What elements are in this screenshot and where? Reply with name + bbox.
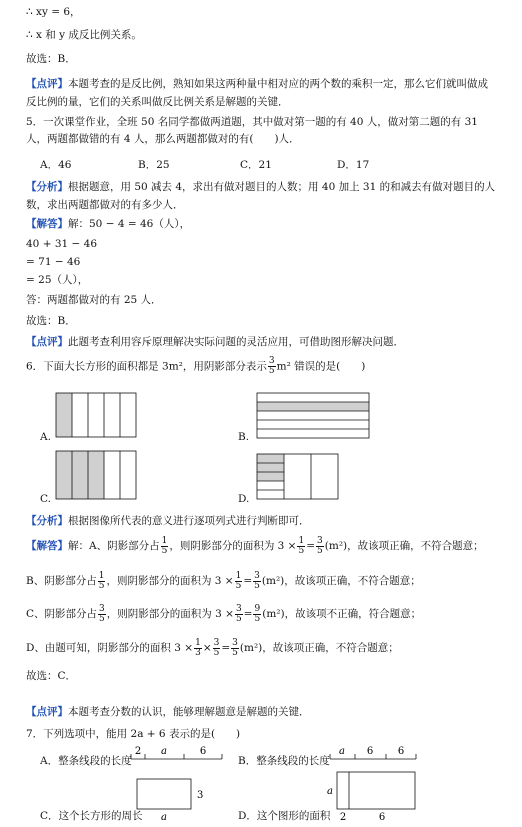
q5-comment [26,336,404,349]
q5-step-4: = 25（人）， [26,274,89,286]
sol-c-text-2: ，则阴影部分的面积为 3 × [106,608,234,620]
comment-text: 此题考查利用容斥原理解决实际问题的灵活应用，可借助图形解决问题． [68,336,404,348]
sol-a-text-2: ，则阴影部分的面积为 3 × [169,540,297,552]
fraction: $\frac{9}{5}$ [254,603,261,624]
sol-c-text-3: (m²)，故该项不正确，符合题意； [262,608,422,620]
seg-a-label-3: 6 [199,746,207,757]
comment-tag: 【点评】 [26,336,68,348]
q6-solution-b: B、阴影部分占 $\frac{1}{5}$ ，则阴影部分的面积为 3 × $\frac{1}{5}$ = $\frac{3}{5}$ (m²)，故该项正确，不符合题意； [26,570,421,591]
solution-tag: 【解答】 [26,540,68,552]
q6-solution-a: 【解答】解：A、阴影部分占 $\frac{1}{5}$ ，则阴影部分的面积为 3 × $\frac{1}{5}$ = $\frac{3}{5}$ (m²)，故该项正确，不符合题意； [26,535,484,556]
line-xy: ∴ xy = 6， [26,6,81,18]
comment-block [26,75,498,111]
figure-d [257,454,338,499]
sol-a-text-3: (m²)，故该项正确，不符合题意； [324,540,484,552]
q5-option-c: C．21 [240,159,272,171]
figure-c-label: C. [40,493,51,505]
q6-stem [26,357,365,376]
q6-solution-d: D、由题可知，阴影部分的面积 3 × $\frac{1}{3}$ × $\frac{3}{5}$ = $\frac{3}{5}$ (m²)，故该项正确，不符合题意； [26,637,399,658]
fraction: $\frac{3}{5}$ [213,637,220,658]
segment-a [131,746,222,759]
q6-stem-a: 6．下面大长方形的面积都是 3m²，用阴影部分表示 [26,360,267,373]
q5-choose: 故选：B． [26,315,76,327]
q5-analysis [26,178,498,214]
sol-a-text-1: 解：A、阴影部分占 [68,540,160,552]
q5-solution [26,218,190,231]
fraction-numerator: 3 [268,356,275,366]
q7-option-d: D．这个图形的面积 [238,810,331,822]
rect-d-side: a [327,786,333,797]
q5-option-d: D．17 [337,159,370,171]
figure-d-label: D. [238,493,250,505]
figure-a-label: A. [40,431,51,443]
fraction: $\frac{3}{5}$ [317,535,323,556]
comment-tag: 【点评】 [26,78,68,90]
seg-b-label-2: 6 [366,746,374,757]
figure-c [56,451,136,499]
segment-b [330,746,416,759]
figure-b [257,393,369,438]
analysis-tag: 【分析】 [26,181,68,193]
q5-answer: 答：两题都做对的有 25 人． [26,294,162,306]
seg-a-label-1: 2 [134,746,142,757]
sol-d-text-1: D、由题可知，阴影部分的面积 3 × [26,642,194,654]
q7-option-a: A．整条线段的长度 [40,755,132,767]
seg-b-label-3: 6 [397,746,405,757]
q6-answer: 故选：C． [26,670,77,682]
fraction-denominator: 5 [268,366,275,376]
q7-stem: 7．下列选项中，能用 2a + 6 表示的是( ) [26,728,241,740]
solution-tag: 【解答】 [26,218,68,230]
rect-c-bottom: a [161,812,167,823]
q6-stem-b: m² 错误的是( ) [276,360,366,373]
figure-a [56,393,136,437]
comment-tag: 【点评】 [26,706,68,718]
sol-b-text-3: (m²)，故该项正确，不符合题意； [261,575,421,587]
rect-d-bottom-1: 2 [339,812,347,823]
q7-option-c: C．这个长方形的周长 [40,810,143,822]
analysis-tag: 【分析】 [26,515,68,527]
line-choose: 故选：B． [26,53,76,65]
q5-option-a: A．46 [40,159,72,171]
q6-figures [0,385,522,510]
q6-analysis [26,515,310,528]
comment-text: 本题考查的是反比例，熟知如果这两种量中相对应的两个数的乘积一定，那么它们就叫做成反比例的量，它们的关系叫做反比例关系是解题的关键． [26,78,488,108]
q6-solution-c: C、阴影部分占 $\frac{3}{5}$ ，则阴影部分的面积为 3 × $\frac{3}{5}$ = $\frac{9}{5}$ (m²)，故该项不正确，符合题意； [26,603,422,624]
fraction [268,357,276,376]
comment-text: 本题考查分数的认识，能够理解题意是解题的关键． [68,706,310,718]
q5-stem: 5．一次课堂作业，全班 50 名同学都做两道题，其中做对第一题的有 40 人，做对第二题的有 31 人，两题都做错的有 4 人，那么两题都做对的有( )人． [26,116,478,145]
solution-step-1: 解：50 − 4 = 46（人）， [68,218,191,230]
rectangle-d [327,772,415,823]
fraction: $\frac{3}{5}$ [254,570,260,591]
seg-b-label-1: a [339,746,345,757]
fraction: $\frac{1}{5}$ [161,535,168,556]
seg-a-label-2: a [161,746,167,757]
figure-b-label: B. [238,431,250,443]
fraction: $\frac{1}{5}$ [235,570,242,591]
analysis-text: 根据图像所代表的意义进行逐项列式进行判断即可． [68,515,310,527]
rectangle-c [137,779,203,823]
q5-step-3: = 71 − 46 [26,256,81,268]
fraction: $\frac{3}{5}$ [99,603,105,624]
sol-c-text-1: C、阴影部分占 [26,608,98,620]
q6-comment [26,706,310,719]
fraction: $\frac{3}{5}$ [232,637,238,658]
fraction: $\frac{1}{5}$ [98,570,105,591]
q5-step-2: 40 + 31 − 46 [26,238,98,250]
fraction: $\frac{3}{5}$ [235,603,242,624]
sol-b-text-2: ，则阴影部分的面积为 3 × [106,575,234,587]
analysis-text: 根据题意，用 50 减去 4，求出有做对题目的人数；用 40 加上 31 的和减去有做对题目的人数，求出两题都做对的有多少人． [26,181,496,211]
sol-b-text-1: B、阴影部分占 [26,575,97,587]
fraction: $\frac{1}{3}$ [195,637,201,658]
sol-d-text-3: (m²)，故该项正确，不符合题意； [239,642,399,654]
rect-c-side: 3 [197,790,204,801]
line-relation: ∴ x 和 y 成反比例关系。 [26,29,142,41]
fraction: $\frac{1}{5}$ [298,535,305,556]
q7-figures [0,742,522,827]
q7-option-b: B．整条线段的长度 [238,755,330,767]
rect-d-bottom-2: 6 [378,812,386,823]
q5-option-b: B．25 [138,159,170,171]
